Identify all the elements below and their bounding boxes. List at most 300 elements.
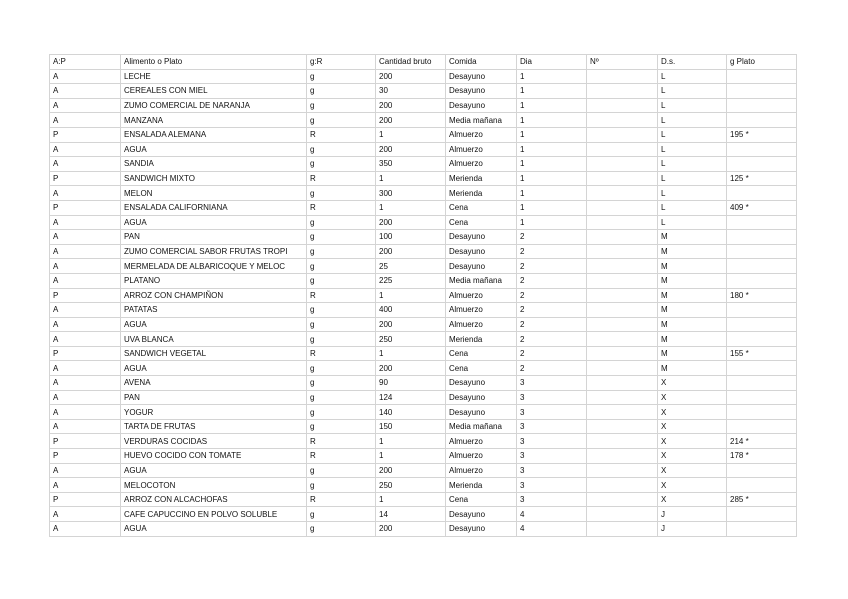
cell-day: 3 [517,434,587,449]
cell-food: MANZANA [121,113,307,128]
cell-meal: Media mañana [446,273,517,288]
cell-dish-grams: 285 * [727,492,797,507]
cell-number [587,171,658,186]
cell-number [587,230,658,245]
cell-weekday: M [658,259,727,274]
cell-day: 3 [517,463,587,478]
cell-food: ENSALADA CALIFORNIANA [121,200,307,215]
cell-number [587,244,658,259]
cell-day: 2 [517,332,587,347]
cell-weekday: M [658,332,727,347]
cell-food: AGUA [121,142,307,157]
cell-day: 3 [517,449,587,464]
cell-ap: A [50,478,121,493]
table-row [50,186,797,201]
cell-ap: A [50,317,121,332]
cell-ap: P [50,434,121,449]
cell-meal: Media mañana [446,419,517,434]
cell-dish-grams [727,463,797,478]
cell-ap: A [50,273,121,288]
cell-meal: Almuerzo [446,288,517,303]
cell-quantity: 1 [376,127,446,142]
cell-unit: g [307,390,376,405]
cell-food: AVENA [121,376,307,391]
cell-dish-grams: 409 * [727,200,797,215]
cell-weekday: X [658,405,727,420]
cell-dish-grams [727,244,797,259]
table-row [50,157,797,172]
cell-unit: g [307,84,376,99]
cell-food: ARROZ CON ALCACHOFAS [121,492,307,507]
table-row [50,405,797,420]
cell-ap: A [50,522,121,537]
cell-food: HUEVO COCIDO CON TOMATE [121,449,307,464]
cell-meal: Merienda [446,478,517,493]
table-row [50,463,797,478]
cell-number [587,463,658,478]
cell-weekday: M [658,346,727,361]
cell-ap: A [50,84,121,99]
cell-meal: Merienda [446,332,517,347]
cell-quantity: 100 [376,230,446,245]
cell-quantity: 1 [376,346,446,361]
cell-weekday: L [658,113,727,128]
cell-weekday: X [658,478,727,493]
table-row [50,317,797,332]
cell-food: ENSALADA ALEMANA [121,127,307,142]
cell-day: 3 [517,376,587,391]
cell-weekday: X [658,449,727,464]
cell-unit: R [307,492,376,507]
cell-number [587,200,658,215]
header-weekday: D.s. [658,55,727,70]
cell-food: SANDWICH VEGETAL [121,346,307,361]
cell-quantity: 200 [376,142,446,157]
cell-day: 3 [517,478,587,493]
cell-dish-grams [727,317,797,332]
cell-unit: g [307,142,376,157]
header-day: Dia [517,55,587,70]
cell-dish-grams [727,478,797,493]
cell-dish-grams [727,507,797,522]
cell-day: 1 [517,171,587,186]
cell-food: AGUA [121,463,307,478]
table-row [50,200,797,215]
cell-number [587,419,658,434]
cell-weekday: X [658,463,727,478]
cell-unit: g [307,157,376,172]
cell-day: 1 [517,157,587,172]
cell-meal: Desayuno [446,507,517,522]
cell-quantity: 200 [376,113,446,128]
cell-food: CEREALES CON MIEL [121,84,307,99]
table-row [50,215,797,230]
cell-ap: A [50,390,121,405]
cell-dish-grams [727,361,797,376]
cell-quantity: 30 [376,84,446,99]
cell-weekday: M [658,361,727,376]
cell-dish-grams [727,376,797,391]
cell-ap: A [50,186,121,201]
cell-dish-grams: 125 * [727,171,797,186]
cell-dish-grams: 195 * [727,127,797,142]
cell-day: 2 [517,244,587,259]
cell-day: 2 [517,361,587,376]
cell-quantity: 200 [376,317,446,332]
cell-meal: Cena [446,361,517,376]
cell-meal: Merienda [446,171,517,186]
table-row [50,390,797,405]
cell-day: 2 [517,346,587,361]
header-dish-grams: g Plato [727,55,797,70]
cell-weekday: M [658,288,727,303]
cell-ap: A [50,215,121,230]
cell-unit: g [307,317,376,332]
cell-number [587,303,658,318]
cell-weekday: J [658,522,727,537]
table-row [50,273,797,288]
cell-quantity: 150 [376,419,446,434]
cell-weekday: L [658,84,727,99]
cell-ap: P [50,127,121,142]
table-row [50,171,797,186]
cell-number [587,405,658,420]
cell-weekday: M [658,273,727,288]
cell-dish-grams [727,142,797,157]
cell-quantity: 200 [376,98,446,113]
cell-dish-grams [727,186,797,201]
table-row [50,376,797,391]
table-row [50,244,797,259]
cell-unit: g [307,303,376,318]
cell-number [587,376,658,391]
cell-dish-grams: 180 * [727,288,797,303]
cell-quantity: 1 [376,449,446,464]
cell-dish-grams [727,303,797,318]
cell-dish-grams: 155 * [727,346,797,361]
cell-day: 2 [517,317,587,332]
table-row [50,69,797,84]
cell-ap: P [50,171,121,186]
cell-food: YOGUR [121,405,307,420]
cell-ap: P [50,449,121,464]
cell-dish-grams [727,522,797,537]
cell-food: ZUMO COMERCIAL DE NARANJA [121,98,307,113]
cell-number [587,492,658,507]
cell-number [587,98,658,113]
table-row [50,434,797,449]
cell-ap: A [50,463,121,478]
header-quantity: Cantidad bruto [376,55,446,70]
cell-weekday: L [658,98,727,113]
cell-day: 1 [517,98,587,113]
cell-meal: Cena [446,215,517,230]
table-row [50,478,797,493]
cell-dish-grams [727,332,797,347]
cell-dish-grams [727,259,797,274]
cell-number [587,113,658,128]
table-row [50,507,797,522]
cell-dish-grams [727,419,797,434]
cell-unit: R [307,449,376,464]
cell-weekday: L [658,215,727,230]
cell-ap: A [50,142,121,157]
cell-quantity: 14 [376,507,446,522]
cell-quantity: 200 [376,69,446,84]
cell-dish-grams [727,69,797,84]
cell-ap: A [50,376,121,391]
cell-weekday: X [658,434,727,449]
cell-ap: A [50,361,121,376]
cell-meal: Desayuno [446,259,517,274]
cell-number [587,288,658,303]
cell-weekday: M [658,230,727,245]
header-number: Nº [587,55,658,70]
cell-weekday: L [658,69,727,84]
table-row [50,113,797,128]
cell-ap: A [50,507,121,522]
cell-food: AGUA [121,361,307,376]
cell-day: 1 [517,186,587,201]
table-row [50,98,797,113]
cell-quantity: 140 [376,405,446,420]
cell-quantity: 1 [376,171,446,186]
cell-dish-grams: 178 * [727,449,797,464]
cell-quantity: 1 [376,200,446,215]
cell-unit: g [307,507,376,522]
cell-number [587,127,658,142]
cell-meal: Desayuno [446,376,517,391]
cell-quantity: 1 [376,288,446,303]
cell-food: UVA BLANCA [121,332,307,347]
cell-meal: Almuerzo [446,317,517,332]
table-row [50,449,797,464]
table-row [50,303,797,318]
cell-unit: R [307,127,376,142]
cell-meal: Desayuno [446,98,517,113]
cell-number [587,259,658,274]
table-row [50,492,797,507]
cell-weekday: L [658,171,727,186]
cell-food: AGUA [121,522,307,537]
cell-ap: A [50,157,121,172]
cell-ap: P [50,492,121,507]
cell-food: ZUMO COMERCIAL SABOR FRUTAS TROPI [121,244,307,259]
cell-food: TARTA DE FRUTAS [121,419,307,434]
cell-meal: Cena [446,346,517,361]
table-row [50,259,797,274]
cell-weekday: L [658,200,727,215]
cell-weekday: L [658,127,727,142]
cell-unit: g [307,463,376,478]
cell-day: 1 [517,127,587,142]
cell-unit: g [307,419,376,434]
cell-ap: A [50,303,121,318]
header-ap: A:P [50,55,121,70]
cell-day: 3 [517,405,587,420]
cell-unit: R [307,288,376,303]
cell-number [587,186,658,201]
cell-ap: A [50,230,121,245]
cell-quantity: 1 [376,492,446,507]
cell-unit: g [307,478,376,493]
cell-day: 3 [517,419,587,434]
table-row [50,346,797,361]
cell-food: AGUA [121,215,307,230]
cell-unit: g [307,376,376,391]
cell-number [587,478,658,493]
cell-unit: g [307,332,376,347]
cell-number [587,390,658,405]
cell-meal: Desayuno [446,244,517,259]
cell-weekday: X [658,376,727,391]
cell-meal: Cena [446,200,517,215]
table-row [50,230,797,245]
header-meal: Comida [446,55,517,70]
cell-number [587,332,658,347]
cell-number [587,522,658,537]
cell-number [587,346,658,361]
cell-quantity: 124 [376,390,446,405]
cell-dish-grams [727,98,797,113]
cell-day: 1 [517,200,587,215]
cell-day: 1 [517,84,587,99]
cell-unit: g [307,361,376,376]
cell-ap: A [50,113,121,128]
cell-quantity: 200 [376,244,446,259]
cell-day: 1 [517,215,587,230]
table-row [50,332,797,347]
cell-weekday: L [658,157,727,172]
cell-food: PAN [121,390,307,405]
cell-weekday: M [658,244,727,259]
cell-meal: Desayuno [446,69,517,84]
cell-food: MELOCOTON [121,478,307,493]
cell-ap: A [50,419,121,434]
cell-ap: A [50,244,121,259]
cell-day: 3 [517,390,587,405]
cell-meal: Desayuno [446,230,517,245]
cell-ap: A [50,405,121,420]
cell-weekday: M [658,303,727,318]
cell-unit: g [307,273,376,288]
cell-day: 1 [517,69,587,84]
cell-unit: g [307,113,376,128]
cell-number [587,215,658,230]
cell-day: 2 [517,288,587,303]
table-row [50,84,797,99]
cell-unit: g [307,69,376,84]
cell-quantity: 350 [376,157,446,172]
cell-ap: A [50,69,121,84]
cell-food: PAN [121,230,307,245]
cell-number [587,361,658,376]
cell-dish-grams [727,157,797,172]
cell-meal: Desayuno [446,522,517,537]
cell-meal: Almuerzo [446,157,517,172]
cell-quantity: 400 [376,303,446,318]
cell-day: 2 [517,230,587,245]
cell-unit: g [307,244,376,259]
cell-meal: Cena [446,492,517,507]
cell-meal: Desayuno [446,84,517,99]
table-row [50,522,797,537]
cell-weekday: L [658,186,727,201]
cell-dish-grams: 214 * [727,434,797,449]
cell-number [587,142,658,157]
cell-unit: g [307,186,376,201]
cell-weekday: M [658,317,727,332]
cell-unit: g [307,215,376,230]
cell-food: SANDIA [121,157,307,172]
table-row [50,288,797,303]
cell-weekday: J [658,507,727,522]
cell-quantity: 1 [376,434,446,449]
cell-number [587,317,658,332]
cell-meal: Merienda [446,186,517,201]
cell-dish-grams [727,390,797,405]
cell-meal: Almuerzo [446,142,517,157]
cell-meal: Desayuno [446,405,517,420]
cell-day: 2 [517,259,587,274]
diet-table [49,54,797,537]
cell-food: SANDWICH MIXTO [121,171,307,186]
cell-quantity: 200 [376,215,446,230]
cell-number [587,434,658,449]
cell-day: 1 [517,142,587,157]
cell-food: AGUA [121,317,307,332]
header-row [50,55,797,70]
cell-food: CAFE CAPUCCINO EN POLVO SOLUBLE [121,507,307,522]
header-unit: g:R [307,55,376,70]
cell-unit: R [307,434,376,449]
cell-unit: g [307,522,376,537]
cell-ap: A [50,98,121,113]
cell-ap: A [50,259,121,274]
cell-weekday: X [658,390,727,405]
cell-unit: g [307,98,376,113]
cell-ap: P [50,200,121,215]
cell-food: MERMELADA DE ALBARICOQUE Y MELOC [121,259,307,274]
table-row [50,419,797,434]
cell-number [587,69,658,84]
cell-number [587,84,658,99]
cell-food: PLATANO [121,273,307,288]
cell-ap: A [50,332,121,347]
table-row [50,142,797,157]
cell-day: 1 [517,113,587,128]
cell-day: 3 [517,492,587,507]
cell-quantity: 200 [376,361,446,376]
cell-ap: P [50,288,121,303]
cell-dish-grams [727,230,797,245]
cell-number [587,449,658,464]
cell-food: LECHE [121,69,307,84]
cell-unit: g [307,259,376,274]
cell-day: 2 [517,303,587,318]
cell-quantity: 250 [376,332,446,347]
cell-day: 4 [517,522,587,537]
cell-food: ARROZ CON CHAMPIÑON [121,288,307,303]
cell-day: 4 [517,507,587,522]
cell-unit: g [307,405,376,420]
cell-food: PATATAS [121,303,307,318]
cell-quantity: 90 [376,376,446,391]
cell-weekday: X [658,492,727,507]
cell-meal: Almuerzo [446,127,517,142]
cell-dish-grams [727,273,797,288]
cell-number [587,507,658,522]
